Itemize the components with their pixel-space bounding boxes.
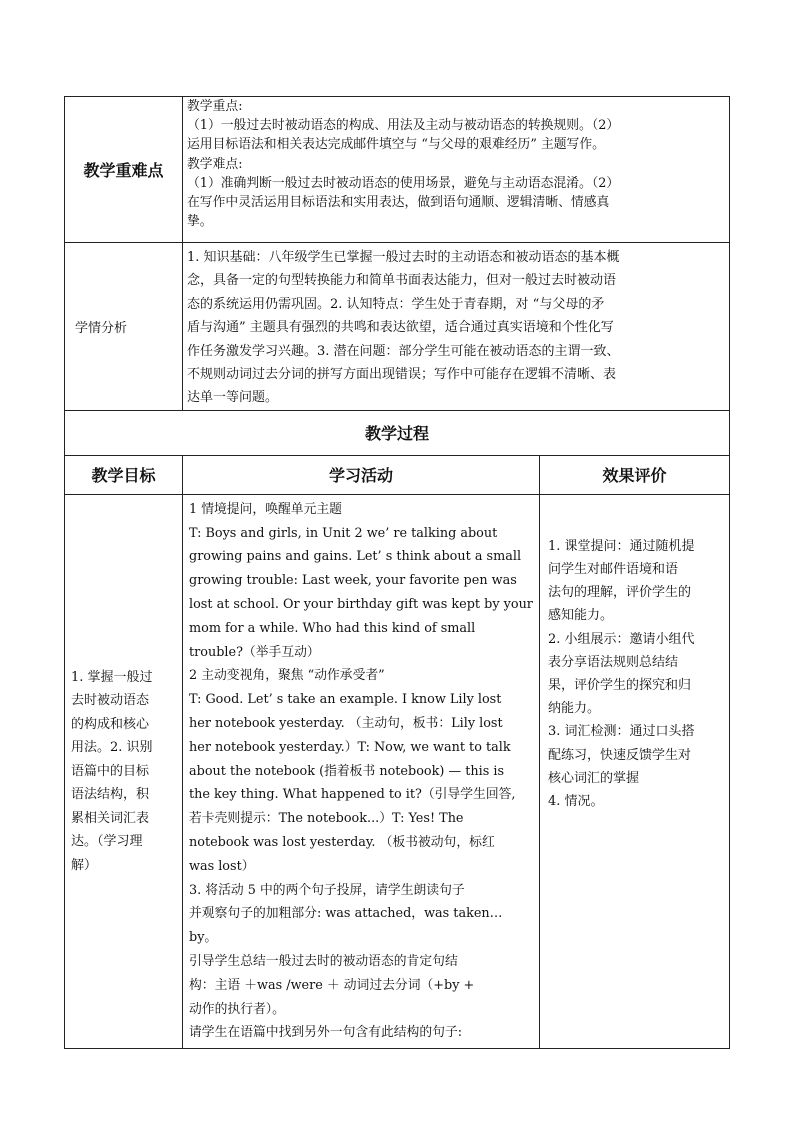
lesson-plan-table [64,96,730,1049]
text-line: 在写作中灵活运用目标语法和实用表达，做到语句通顺、逻辑清晰、情感真 [187,195,610,211]
process-title: 教学过程 [65,410,730,455]
activity-line: was lost） [189,858,255,874]
learner-analysis-label: 学情分析 [65,243,183,411]
evaluation-line: 感知能力。 [548,608,614,624]
text-line: 挚。 [187,214,213,230]
evaluation-line: 表分享语法规则总结结 [548,654,679,670]
evaluation-line: 果，评价学生的探究和归 [548,678,692,694]
column-header-evaluation: 效果评价 [540,455,730,494]
objective-line: 解） [71,857,98,873]
evaluation-line: 问学生对邮件语境和语 [548,562,679,578]
activity-line: 2 主动变视角，聚焦 “动作承受者” [189,668,385,684]
evaluation-line: 核心词汇的掌握 [548,770,640,786]
activity-line: 若卡壳则提示：The notebook...）T: Yes! The [189,811,464,827]
activity-line: 动作的执行者）。 [189,1001,285,1017]
learner-analysis-row [65,243,730,411]
text-line: （1）准确判断一般过去时被动语态的使用场景，避免与主动语态混淆。（2） [187,175,620,191]
activity-line: growing pains and gains. Let’ s think about a small [189,549,522,565]
objectives-cell [65,494,183,1048]
activity-line: about the notebook (指着板书 notebook) — this is [189,763,505,779]
evaluation-line: 纳能力。 [548,701,601,717]
text-line: 教学难点: [187,156,243,172]
activity-line: 1 情境提问，唤醒单元主题 [189,501,342,517]
activity-line: 引导学生总结一般过去时的被动语态的肯定句结 [189,953,458,969]
evaluation-line: 法句的理解，评价学生的 [548,585,692,601]
evaluation-line: 2. 小组展示：邀请小组代 [548,631,695,647]
text-line: 态的系统运用仍需巩固。2. 认知特点：学生处于青春期，对 “与父母的矛 [187,296,605,312]
objective-line: 语法结构，积 [71,787,150,803]
activity-line: 构：主语 ＋was /were ＋ 动词过去分词（+by + [189,977,475,993]
learner-analysis-content [183,243,730,411]
activities-cell [183,494,540,1048]
evaluation-line: 4. 情况。 [548,794,604,810]
activity-line: mom for a while. Who had this kind of small [189,620,476,636]
text-line: 盾与沟通” 主题具有强烈的共鸣和表达欲望，适合通过真实语境和个性化写 [187,320,614,336]
activity-line: trouble?（举手互动） [189,644,320,660]
process-title-row [65,410,730,455]
objective-line: 语篇中的目标 [71,763,150,779]
activity-line: growing trouble: Last week, your favorite pen was [189,573,517,589]
activity-line: by。 [189,930,218,946]
process-content-row [65,494,730,1048]
evaluation-line: 3. 词汇检测：通过口头搭 [548,724,695,740]
activity-line: 请学生在语篇中找到另外一句含有此结构的句子: [189,1025,463,1041]
activity-line: 并观察句子的加粗部分: was attached，was taken… [189,906,503,922]
key-difficulties-row [65,97,730,243]
objective-line: 1. 掌握一般过 [71,669,153,685]
activity-line: her notebook yesterday.）T: Now, we want to talk [189,739,511,755]
evaluation-line: 配练习，快速反馈学生对 [548,747,692,763]
column-header-objectives: 教学目标 [65,455,183,494]
text-line: 达单一等问题。 [187,390,279,406]
text-line: 运用目标语法和相关表达完成邮件填空与 “与父母的艰难经历” 主题写作。 [187,137,605,153]
evaluation-cell [540,494,730,1048]
activity-line: notebook was lost yesterday. （板书被动句，标红 [189,835,495,850]
activity-line: 3. 将活动 5 中的两个句子投屏，请学生朗读句子 [189,882,465,898]
objective-line: 达。（学习理 [71,834,143,850]
objective-line: 用法。2. 识别 [71,740,153,756]
objective-line: 累相关词汇表 [71,810,150,826]
text-line: （1）一般过去时被动语态的构成、用法及主动与被动语态的转换规则。（2） [187,118,620,134]
evaluation-line: 1. 课堂提问：通过随机提 [548,538,695,554]
process-header-row [65,455,730,494]
text-line: 念，具备一定的句型转换能力和简单书面表达能力，但对一般过去时被动语 [187,273,617,289]
text-line: 教学重点: [187,99,243,114]
activity-line: lost at school. Or your birthday gift was kept by your [189,597,533,613]
activity-line: the key thing. What happened to it?（引导学生回答, [189,787,516,803]
text-line: 作任务激发学习兴趣。3. 潜在问题：部分学生可能在被动语态的主谓一致、 [187,343,620,359]
column-header-activities: 学习活动 [183,455,540,494]
text-line: 不规则动词过去分词的拼写方面出现错误；写作中可能存在逻辑不清晰、表 [187,367,617,383]
objective-line: 的构成和核心 [71,716,150,732]
key-difficulties-label: 教学重难点 [65,97,183,243]
objective-line: 去时被动语态 [71,693,150,709]
activity-line: T: Boys and girls, in Unit 2 we’ re talking about [189,525,498,541]
key-difficulties-content [183,97,730,243]
activity-line: her notebook yesterday. （主动句，板书：Lily lost [189,716,503,732]
text-line: 1. 知识基础：八年级学生已掌握一般过去时的主动语态和被动语态的基本概 [187,250,620,265]
activity-line: T: Good. Let’ s take an example. I know Lily lost [189,692,502,708]
